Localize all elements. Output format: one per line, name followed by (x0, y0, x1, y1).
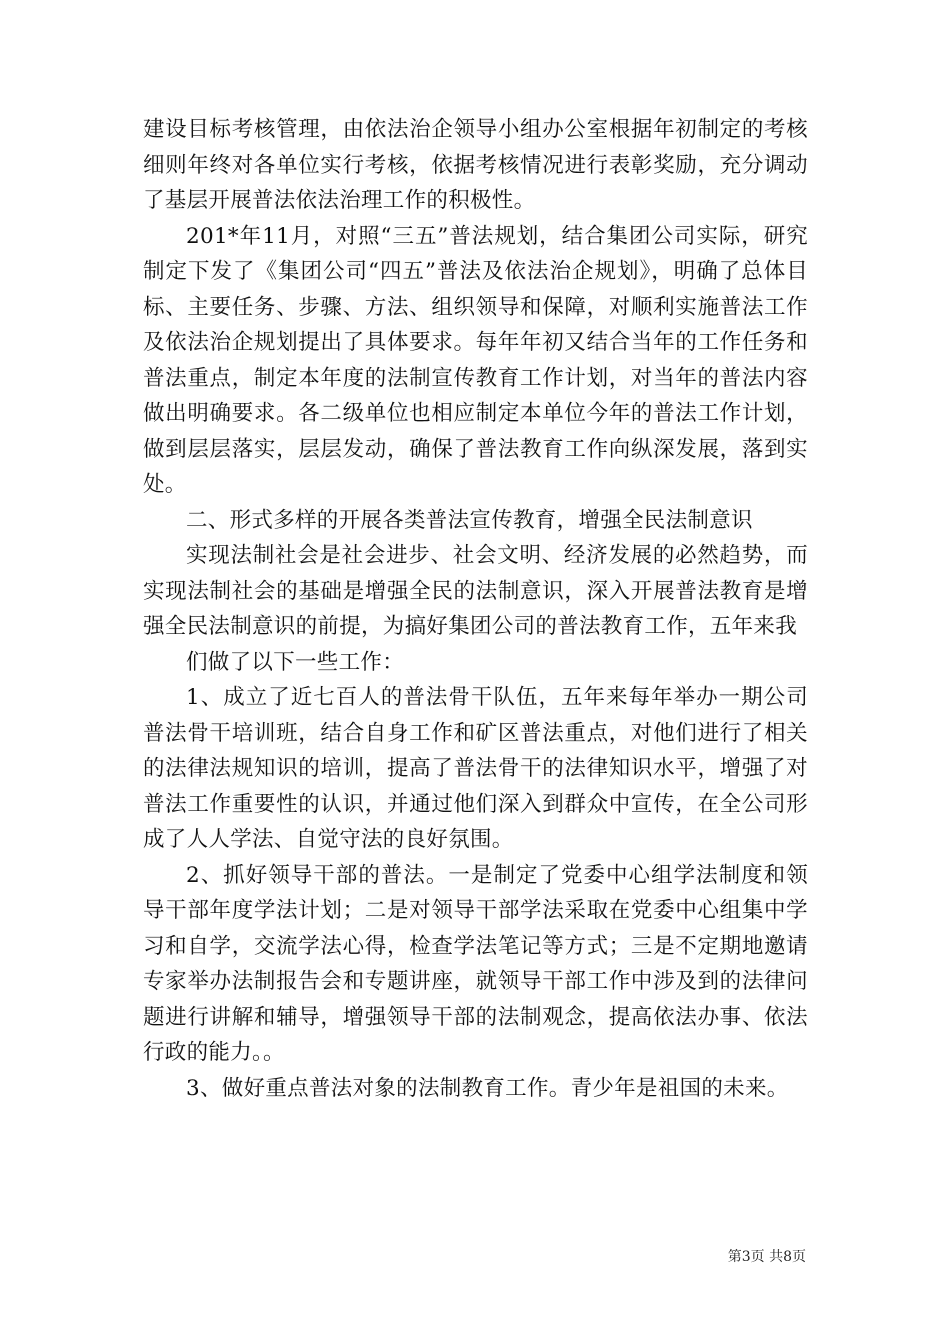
section-heading: 二、形式多样的开展各类普法宣传教育，增强全民法制意识 (186, 507, 753, 533)
list-item-1: 1、成立了近七百人的普法骨干队伍，五年来每年举办一期公司普法骨干培训班，结合自身工作和矿区普法重点，对他们进行了相关的法律法规知识的培训，提高了普法骨干的法律知识水平，增强了对普法工作重要性的认识，并通过他们深入到群众中宣传，在全公司形成了人人学法、自觉守法的良好氛围。 (143, 685, 808, 852)
list-item-3: 3、做好重点普法对象的法制教育工作。青少年是祖国的未来。 (186, 1075, 789, 1101)
page-number (728, 1246, 806, 1266)
list-item-2: 2、抓好领导干部的普法。一是制定了党委中心组学法制度和领导干部年度学法计划；二是对领导干部学法采取在党委中心组集中学习和自学，交流学法心得，检查学法笔记等方式；三是不定期地邀请专家举办法制报告会和专题讲座，就领导干部工作中涉及到的法律问题进行讲解和辅导，增强领导干部的法制观念，提高依法办事、依法行政的能力。。 (143, 862, 808, 1065)
paragraph-2: 201*年11月，对照“三五”普法规划，结合集团公司实际，研究制定下发了《集团公司“四五”普法及依法治企规划》，明确了总体目标、主要任务、步骤、方法、组织领导和保障，对顺利实施普法工作及依法治企规划提出了具体要求。每年年初又结合当年的工作任务和普法重点，制定本年度的法制宣传教育工作计划，对当年的普法内容做出明确要求。各二级单位也相应制定本单位今年的普法工作计划，做到层层落实，层层发动，确保了普法教育工作向纵深发展，落到实处。 (143, 223, 808, 497)
paragraph-4: 们做了以下一些工作： (186, 649, 405, 675)
paragraph-3: 实现法制社会是社会进步、社会文明、经济发展的必然趋势，而实现法制社会的基础是增强全民的法制意识，深入开展普法教育是增强全民法制意识的前提，为搞好集团公司的普法教育工作，五年来我 (143, 543, 808, 639)
document-body (143, 112, 808, 1106)
page-number-label: 第3页 共8页 (727, 1249, 806, 1265)
paragraph-1: 建设目标考核管理，由依法治企领导小组办公室根据年初制定的考核细则年终对各单位实行考核，依据考核情况进行表彰奖励，充分调动了基层开展普法依法治理工作的积极性。 (143, 117, 808, 213)
